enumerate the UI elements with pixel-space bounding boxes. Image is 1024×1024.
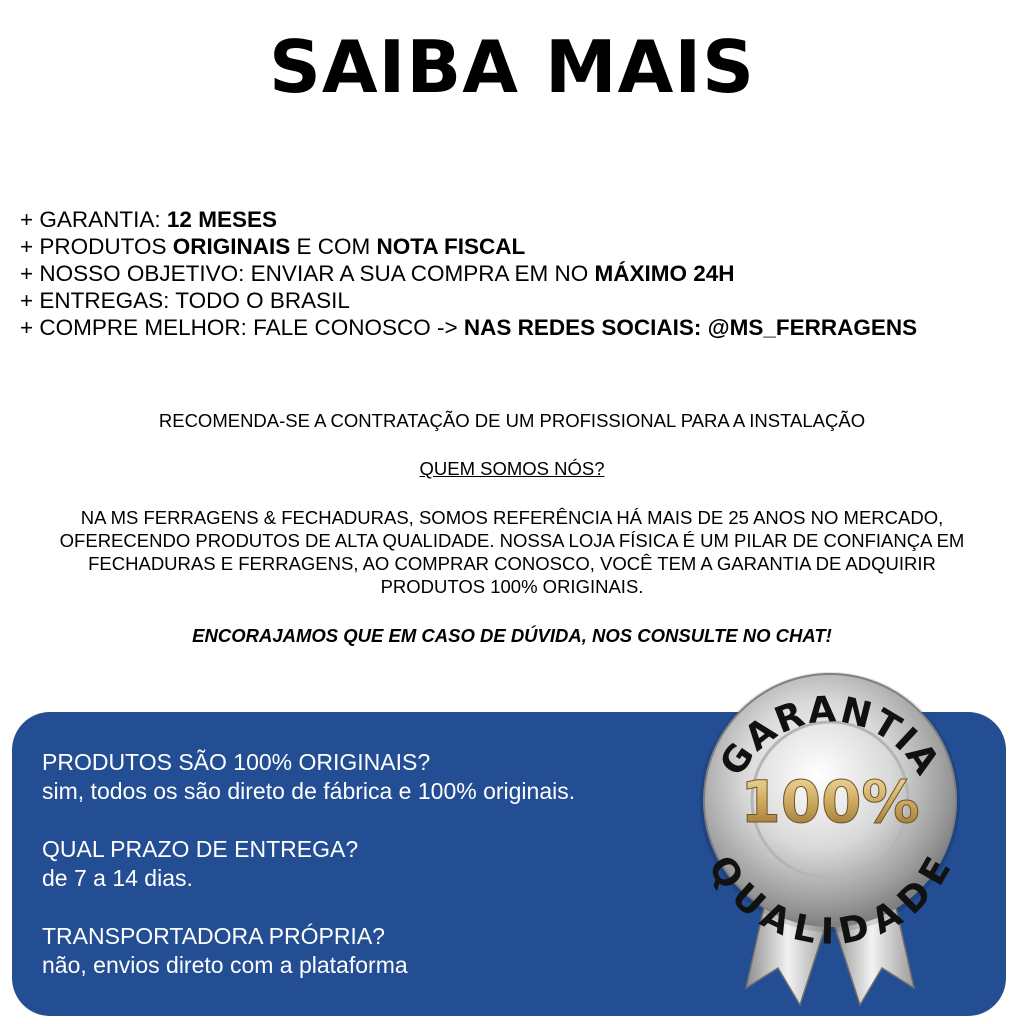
seal-bottom-text: QUALIDADE xyxy=(699,848,961,953)
faq-answer: sim, todos os são direto de fábrica e 100% originais. xyxy=(42,778,576,804)
about-line: PRODUTOS 100% ORIGINAIS. xyxy=(380,576,644,597)
installation-recommendation: RECOMENDA-SE A CONTRATAÇÃO DE UM PROFISSIONAL PARA A INSTALAÇÃO xyxy=(158,410,866,431)
benefit-warranty xyxy=(20,206,1020,233)
about-heading-text: QUEM SOMOS NÓS? xyxy=(419,458,605,479)
faq-list xyxy=(42,748,682,1009)
about-line: FECHADURAS E FERRAGENS, AO COMPRAR CONOSCO, VOCÊ TEM A GARANTIA DE ADQUIRIR xyxy=(88,553,936,574)
seal-number: 100% xyxy=(740,768,920,836)
benefit-text: E COM xyxy=(290,234,377,259)
benefit-highlight: ORIGINAIS xyxy=(172,234,291,259)
benefit-original-products xyxy=(20,233,1020,260)
about-line: NA MS FERRAGENS & FECHADURAS, SOMOS REFERÊNCIA HÁ MAIS DE 25 ANOS NO MERCADO, xyxy=(80,507,944,528)
faq-answer: não, envios direto com a plataforma xyxy=(42,952,408,978)
faq-answer: de 7 a 14 dias. xyxy=(42,865,193,891)
benefit-deliveries xyxy=(20,287,1020,314)
benefit-text: + PRODUTOS xyxy=(20,234,173,259)
benefit-highlight: 12 MESES xyxy=(166,207,277,232)
benefits-list xyxy=(20,206,1020,341)
benefit-contact xyxy=(20,314,1020,341)
benefit-text: + NOSSO OBJETIVO: ENVIAR A SUA COMPRA EM NO xyxy=(20,261,595,286)
chat-encouragement: ENCORAJAMOS QUE EM CASO DE DÚVIDA, NOS CONSULTE NO CHAT! xyxy=(192,625,832,646)
benefit-highlight: NOTA FISCAL xyxy=(376,234,526,259)
benefit-highlight: NAS REDES SOCIAIS: @MS_FERRAGENS xyxy=(463,315,918,340)
benefit-highlight: MÁXIMO 24H xyxy=(594,261,735,286)
benefit-text: + COMPRE MELHOR: FALE CONOSCO -> xyxy=(20,315,464,340)
faq-question: TRANSPORTADORA PRÓPRIA? xyxy=(42,923,385,949)
page-title: SAIBA MAIS xyxy=(268,25,756,109)
benefit-shipping-goal xyxy=(20,260,1020,287)
faq-question: QUAL PRAZO DE ENTREGA? xyxy=(42,836,359,862)
seal-top-text: GARANTIA xyxy=(712,689,948,784)
about-heading xyxy=(0,457,1024,480)
faq-question: PRODUTOS SÃO 100% ORIGINAIS? xyxy=(42,749,431,775)
benefit-text: + GARANTIA: xyxy=(20,207,167,232)
about-paragraph xyxy=(22,506,1002,598)
quality-guarantee-seal-icon xyxy=(690,650,970,1020)
about-line: OFERECENDO PRODUTOS DE ALTA QUALIDADE. NOSSA LOJA FÍSICA É UM PILAR DE CONFIANÇA EM xyxy=(59,530,965,551)
benefit-text: + ENTREGAS: TODO O BRASIL xyxy=(20,288,350,313)
